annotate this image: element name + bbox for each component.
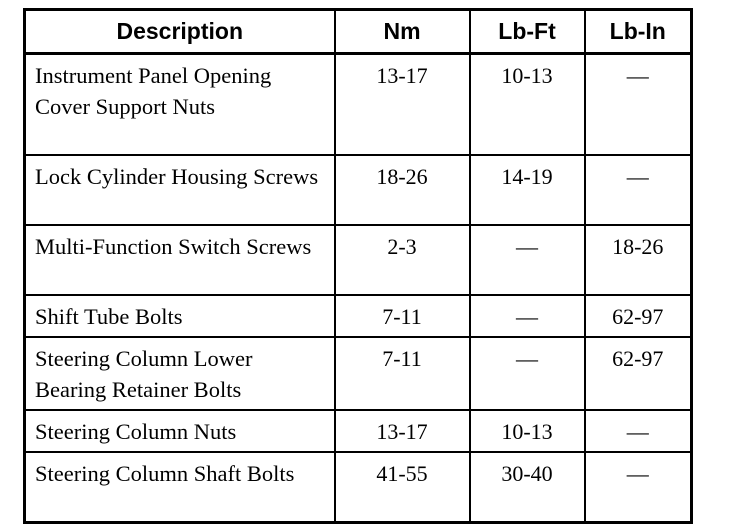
- table-row: [25, 410, 692, 452]
- cell-lb-in: —: [585, 155, 692, 225]
- cell-lb-ft: 14-19: [470, 155, 585, 225]
- cell-nm: 2-3: [335, 225, 470, 295]
- table-row: [25, 295, 692, 337]
- cell-lb-in: 62-97: [585, 295, 692, 337]
- cell-lb-in: 62-97: [585, 337, 692, 410]
- header-description: Description: [25, 10, 335, 54]
- cell-nm: 18-26: [335, 155, 470, 225]
- cell-nm: 13-17: [335, 54, 470, 156]
- cell-lb-in: 18-26: [585, 225, 692, 295]
- cell-lb-ft: —: [470, 337, 585, 410]
- cell-lb-ft: 30-40: [470, 452, 585, 523]
- header-nm: Nm: [335, 10, 470, 54]
- cell-description: Instrument Panel Opening Cover Support Nuts: [25, 54, 335, 156]
- table-row: [25, 225, 692, 295]
- header-lb-in: Lb-In: [585, 10, 692, 54]
- table-header-row: [25, 10, 692, 54]
- cell-nm: 41-55: [335, 452, 470, 523]
- cell-description: Multi-Function Switch Screws: [25, 225, 335, 295]
- table-row: [25, 452, 692, 523]
- cell-lb-in: —: [585, 452, 692, 523]
- cell-lb-ft: —: [470, 225, 585, 295]
- cell-lb-in: —: [585, 410, 692, 452]
- cell-nm: 7-11: [335, 295, 470, 337]
- cell-lb-ft: 10-13: [470, 54, 585, 156]
- cell-description: Steering Column Lower Bearing Retainer Bolts: [25, 337, 335, 410]
- cell-description: Steering Column Shaft Bolts: [25, 452, 335, 523]
- cell-lb-in: —: [585, 54, 692, 156]
- table-row: [25, 155, 692, 225]
- header-lb-ft: Lb-Ft: [470, 10, 585, 54]
- cell-description: Steering Column Nuts: [25, 410, 335, 452]
- cell-lb-ft: 10-13: [470, 410, 585, 452]
- cell-description: Shift Tube Bolts: [25, 295, 335, 337]
- table-row: [25, 337, 692, 410]
- cell-nm: 7-11: [335, 337, 470, 410]
- table-row: [25, 54, 692, 156]
- torque-spec-table: [23, 8, 693, 524]
- cell-nm: 13-17: [335, 410, 470, 452]
- cell-lb-ft: —: [470, 295, 585, 337]
- cell-description: Lock Cylinder Housing Screws: [25, 155, 335, 225]
